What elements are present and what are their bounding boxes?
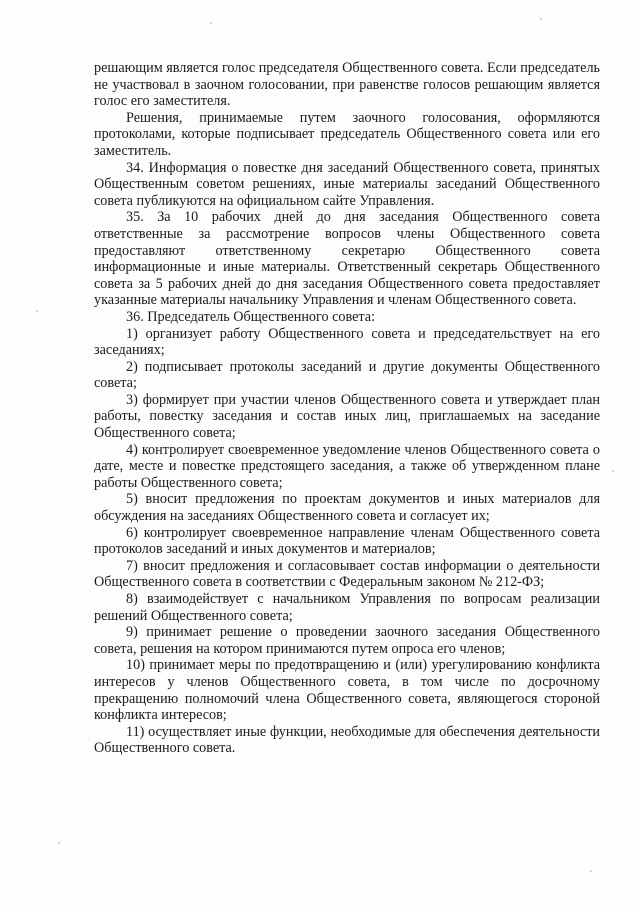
paragraph: 35. За 10 рабочих дней до дня заседания Общественного совета ответственные за рассмотрение вопросов члены Общественного совета предоставляют ответственному секретарю Общественного совета информационные и иные материалы. Ответственный секретарь Общественного совета за 5 рабочих дней до дня заседания Общественного совета предоставляет указанные материалы начальнику Управления и членам Общественного совета. [94,209,600,309]
list-item: 3) формирует при участии членов Общественного совета и утверждает план работы, повестку заседания и состав иных лиц, приглашаемых на заседание Общественного совета; [94,391,600,442]
list-item: 7) вносит предложения и согласовывает состав информации о деятельности Общественного совета в соответствии с Федеральным законом № 212-ФЗ; [94,557,600,591]
list-item: 8) взаимодействует с начальником Управления по вопросам реализации решений Общественного совета; [94,591,600,624]
list-item: 5) вносит предложения по проектам документов и иных материалов для обсуждения на заседаниях Общественного совета и согласует их; [94,491,600,525]
document-body [94,60,600,757]
scan-speckle [210,22,212,24]
scan-speckle [36,310,38,312]
scan-speckle [590,870,592,872]
list-item: 10) принимает меры по предотвращению и (или) урегулированию конфликта интересов у членов Общественного совета, в том числе по досрочному прекращению полномочий члена Общественного совета, являющегося стороной конфликта интересов; [94,657,600,724]
list-item: 6) контролирует своевременное направление членам Общественного совета протоколов заседаний и иных документов и материалов; [94,524,600,558]
scan-speckle [540,18,542,20]
paragraph: 36. Председатель Общественного совета: [126,308,376,325]
list-item: 2) подписывает протоколы заседаний и другие документы Общественного совета; [94,358,600,392]
list-item: 4) контролирует своевременное уведомление членов Общественного совета о дате, месте и повестке предстоящего заседания, а также об утвержденном плане работы Общественного совета; [94,441,600,491]
paragraph: 34. Информация о повестке дня заседаний Общественного совета, принятых Общественным советом решениях, иные материалы заседаний Общественного совета публикуются на официальном сайте Управления. [94,159,600,209]
list-item: 11) осуществляет иные функции, необходимые для обеспечения деятельности Общественного совета. [94,723,600,757]
list-item: 9) принимает решение о проведении заочного заседания Общественного совета, решения на котором принимаются путем опроса его членов; [94,624,600,657]
paragraph: Решения, принимаемые путем заочного голосования, оформляются протоколами, которые подписывает председатель Общественного совета или его заместитель. [94,109,600,159]
list-item: 1) организует работу Общественного совета и председательствует на его заседаниях; [94,325,600,359]
paragraph: решающим является голос председателя Общественного совета. Если председатель не участвовал в заочном голосовании, при равенстве голосов решающим является голос его заместителя. [94,60,600,110]
scan-speckle [612,470,614,472]
scan-speckle [58,842,60,844]
